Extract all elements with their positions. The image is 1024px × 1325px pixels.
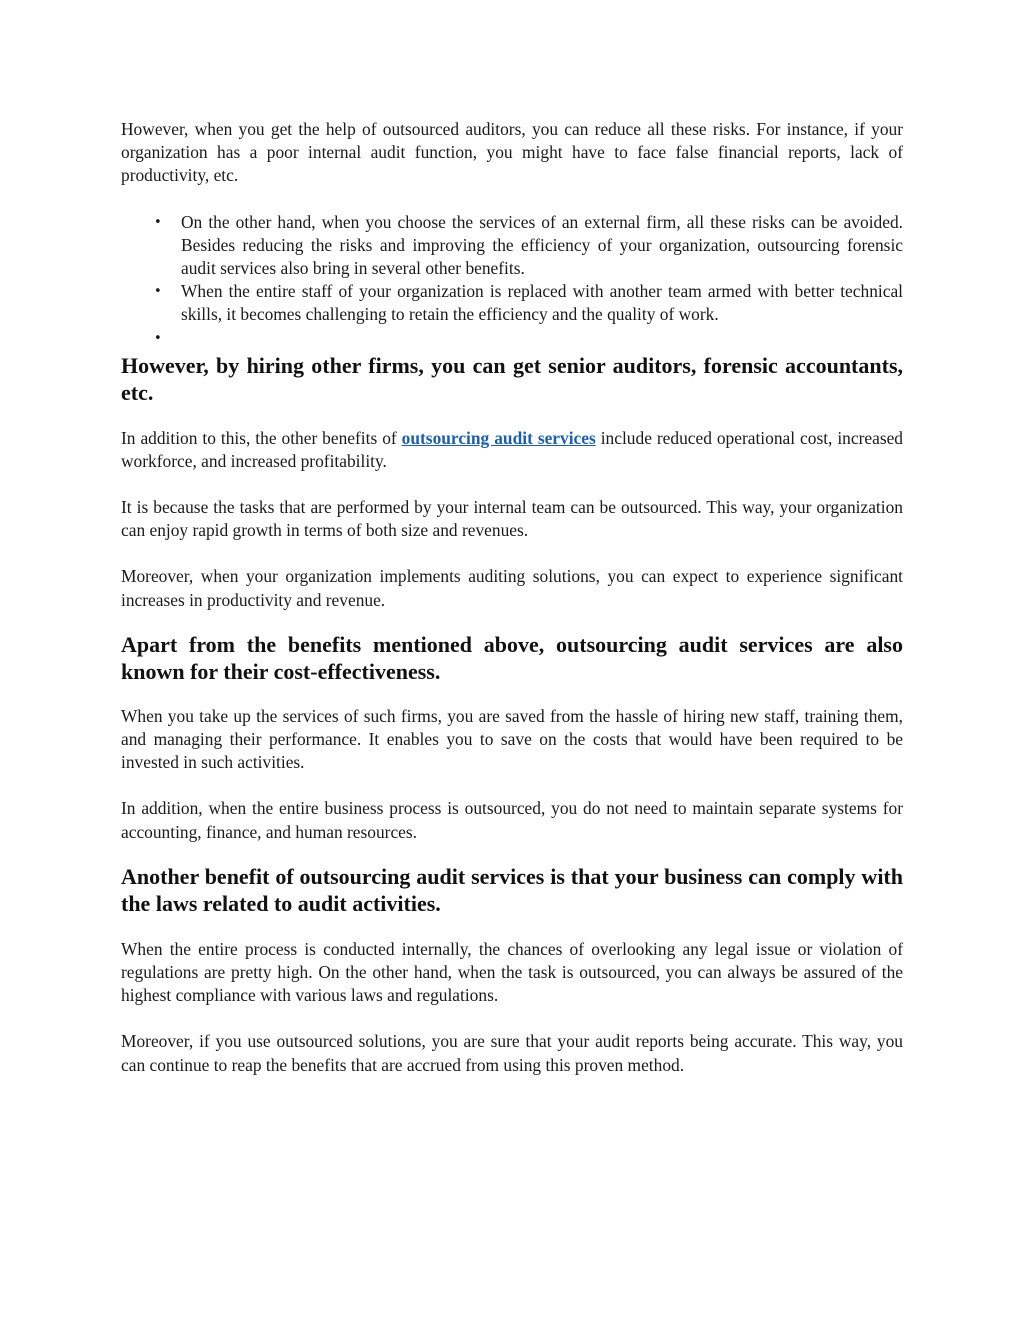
paragraph-internal-team: It is because the tasks that are performed by your internal team can be outsourced. This way, your organization can enjoy rapid growth in terms of both size and revenues. xyxy=(121,497,903,541)
heading-hiring-other-firms: However, by hiring other firms, you can get senior auditors, forensic accountants, etc. xyxy=(121,352,903,406)
text-before-link: In addition to this, the other benefits of xyxy=(121,427,402,448)
paragraph-legal-issues: When the entire process is conducted internally, the chances of overlooking any legal issue or violation of regulations are pretty high. On the other hand, when the task is outsourced, you can always be assured of the highest compliance with various laws and regulations. xyxy=(121,938,903,1006)
paragraph-accurate-reports: Moreover, if you use outsourced solutions, you are sure that your audit reports being accurate. This way, you can continue to reap the benefits that are accrued from using this proven method. xyxy=(121,1031,903,1075)
paragraph-hassle-hiring: When you take up the services of such firms, you are saved from the hassle of hiring new staff, training them, and managing their performance. It enables you to save on the costs that would have been required to be invested in such activities. xyxy=(121,705,903,773)
bullet-item-staff-replaced xyxy=(121,280,903,326)
paragraph-outsourced-auditors: However, when you get the help of outsourced auditors, you can reduce all these risks. For instance, if your organization has a poor internal audit function, you might have to face false financial reports, lack of productivity, etc. xyxy=(121,119,903,186)
bullet-text: When the entire staff of your organization is replaced with another team armed with better technical skills, it becomes challenging to retain the efficiency and the quality of work. xyxy=(181,281,903,325)
benefits-bullet-list xyxy=(121,211,903,350)
bullet-icon: • xyxy=(154,330,162,346)
document-page xyxy=(121,118,903,1100)
paragraph-separate-systems: In addition, when the entire business process is outsourced, you do not need to maintain separate systems for accounting, finance, and human resources. xyxy=(121,798,903,842)
paragraph-auditing-solutions: Moreover, when your organization implements auditing solutions, you can expect to experience significant increases in productivity and revenue. xyxy=(121,566,903,610)
heading-comply-laws: Another benefit of outsourcing audit services is that your business can comply with the laws related to audit activities. xyxy=(121,863,903,917)
paragraph-other-benefits xyxy=(121,427,903,473)
text-after-link: include reduced operational cost, increased workforce, and increased profitability. xyxy=(121,427,903,471)
bullet-text: On the other hand, when you choose the services of an external firm, all these risks can be avoided. Besides reducing the risks and improving the efficiency of your organization, outsourcing forensic audit services also bring in several other benefits. xyxy=(181,211,903,279)
bullet-item-external-firm xyxy=(121,211,903,281)
bullet-icon: • xyxy=(154,214,162,230)
bullet-item-empty xyxy=(121,327,903,350)
heading-cost-effectiveness: Apart from the benefits mentioned above, outsourcing audit services are also known for their cost-effectiveness. xyxy=(121,631,903,685)
outsourcing-audit-services-link[interactable]: outsourcing audit services xyxy=(401,427,596,448)
bullet-icon: • xyxy=(154,284,162,300)
